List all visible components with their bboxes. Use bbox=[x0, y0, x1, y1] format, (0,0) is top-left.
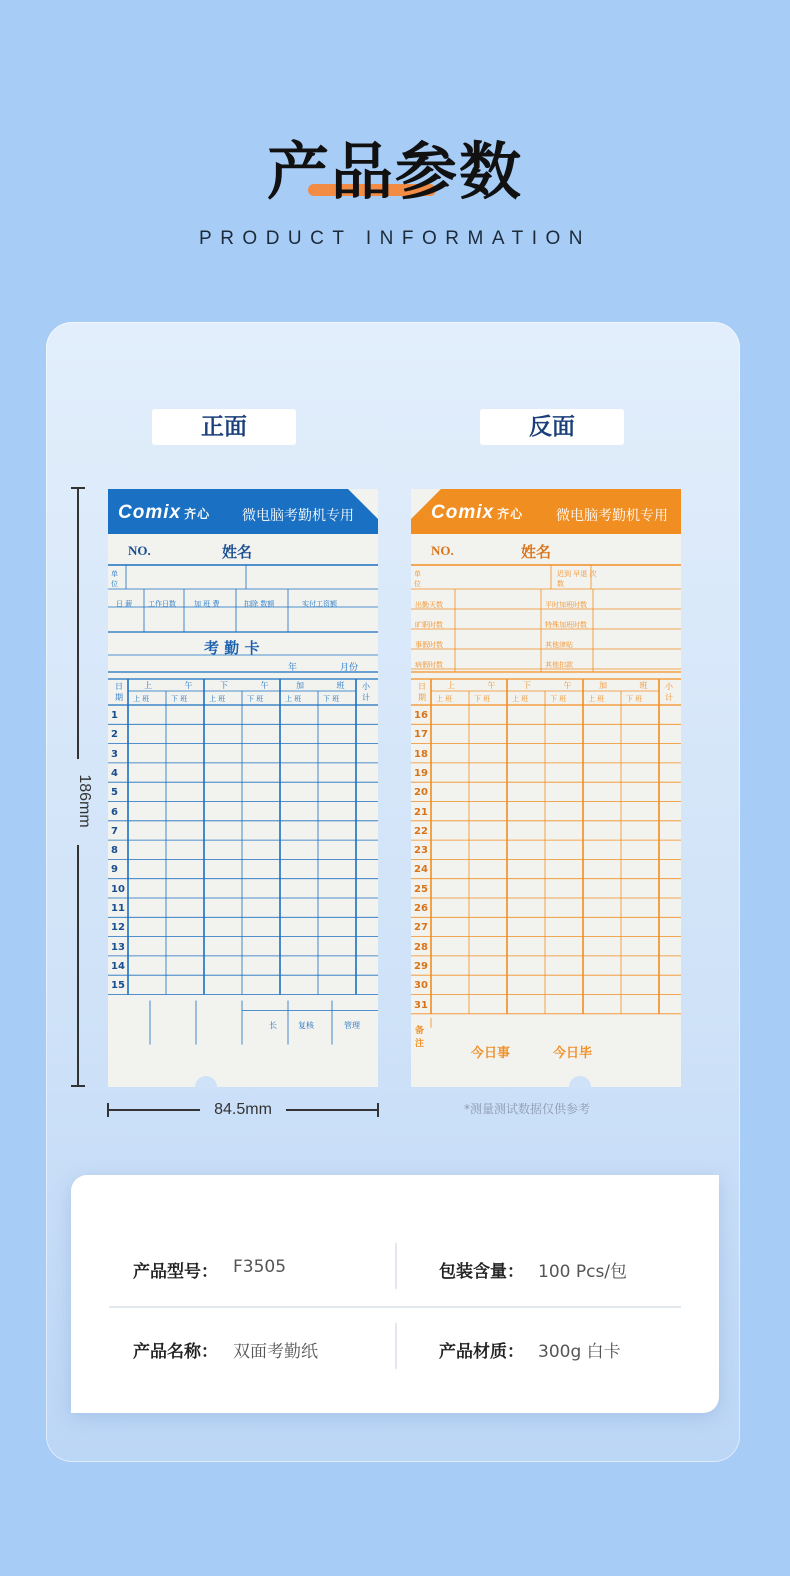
day-number: 5 bbox=[111, 787, 118, 799]
back-sub-in: 上 班 bbox=[512, 695, 529, 703]
day-number: 24 bbox=[414, 864, 428, 876]
day-number: 6 bbox=[111, 806, 118, 818]
day-number: 16 bbox=[414, 710, 428, 721]
front-col-morning: 上 午 bbox=[144, 681, 193, 690]
day-number: 2 bbox=[111, 729, 118, 741]
front-sub-in: 上 班 bbox=[209, 695, 226, 703]
back-left-row: 事假时数 bbox=[415, 641, 443, 649]
back-header-text: 微电脑考勤机专用 bbox=[556, 508, 668, 524]
day-number: 28 bbox=[414, 941, 428, 953]
back-col-day: 日期 bbox=[418, 682, 426, 702]
back-col-overtime: 加 班 bbox=[599, 681, 648, 690]
back-remark-label: 备注 bbox=[415, 1026, 425, 1049]
spec-key: 产品材质： bbox=[439, 1342, 524, 1362]
day-number: 4 bbox=[111, 767, 118, 779]
spec-table bbox=[71, 1175, 719, 1413]
front-row-label: 扣除 数额 bbox=[244, 600, 275, 608]
front-card bbox=[108, 489, 378, 1087]
measurement-note: *测量测试数据仅供参考 bbox=[464, 1102, 591, 1116]
back-right-row: 其他扣款 bbox=[545, 661, 573, 669]
back-left-row: 病假时数 bbox=[415, 661, 443, 669]
page-subtitle: PRODUCT INFORMATION bbox=[199, 228, 591, 249]
width-dimension-tick bbox=[377, 1103, 379, 1117]
day-number: 3 bbox=[111, 748, 118, 760]
front-dept-label: 单位 bbox=[111, 570, 118, 588]
day-number: 17 bbox=[414, 729, 428, 741]
back-times-label: 迟到 早退 次数 bbox=[557, 570, 597, 588]
back-sub-out: 下 班 bbox=[474, 695, 491, 703]
day-number: 9 bbox=[111, 864, 118, 876]
day-number: 10 bbox=[111, 883, 125, 895]
spec-value: F3505 bbox=[233, 1257, 287, 1277]
front-notch bbox=[195, 1076, 217, 1088]
day-number: 22 bbox=[414, 825, 428, 837]
day-number: 31 bbox=[414, 999, 428, 1011]
day-number: 27 bbox=[414, 922, 428, 934]
page-title: 产品参数 bbox=[266, 135, 523, 208]
day-number: 13 bbox=[111, 941, 125, 953]
back-col-subtotal: 小计 bbox=[665, 682, 673, 702]
back-name-label: 姓名 bbox=[521, 543, 552, 561]
width-dimension-line bbox=[286, 1109, 378, 1111]
front-row-label: 加 班 费 bbox=[194, 600, 220, 608]
front-col-day: 日期 bbox=[115, 682, 123, 702]
day-number: 19 bbox=[414, 767, 428, 779]
day-number: 8 bbox=[111, 845, 118, 857]
front-row-label: 工作日数 bbox=[148, 600, 176, 608]
day-number: 23 bbox=[414, 845, 428, 857]
day-number: 14 bbox=[111, 960, 125, 972]
front-footer-label: 管理 bbox=[344, 1021, 360, 1030]
front-header-text: 微电脑考勤机专用 bbox=[242, 508, 354, 524]
back-dept-label: 单位 bbox=[414, 570, 421, 588]
front-year-label: 年 bbox=[288, 663, 298, 673]
height-dimension-tick bbox=[71, 1085, 85, 1087]
spec-divider bbox=[395, 1243, 397, 1289]
back-sub-in: 上 班 bbox=[588, 695, 605, 703]
front-logo: Comix 齐心 bbox=[118, 502, 211, 523]
spec-key: 包装含量： bbox=[439, 1262, 524, 1282]
back-tag: 反面 bbox=[480, 409, 624, 445]
spec-divider bbox=[109, 1306, 681, 1308]
front-sub-out: 下 班 bbox=[247, 695, 264, 703]
back-no-label: NO. bbox=[431, 543, 454, 558]
day-number: 30 bbox=[414, 980, 428, 992]
day-number: 11 bbox=[111, 903, 125, 914]
day-number: 7 bbox=[111, 825, 118, 837]
height-dimension-line bbox=[77, 845, 79, 1087]
back-today-label: 今日事 bbox=[471, 1046, 511, 1061]
front-footer-label: 长 bbox=[269, 1021, 277, 1030]
back-right-row: 平时加班时数 bbox=[545, 601, 587, 609]
back-card bbox=[411, 489, 681, 1087]
height-dimension-tick bbox=[71, 487, 85, 489]
width-dimension-line bbox=[108, 1109, 200, 1111]
back-left-row: 旷职时数 bbox=[415, 621, 443, 629]
front-sub-out: 下 班 bbox=[171, 695, 188, 703]
front-name-label: 姓名 bbox=[222, 543, 253, 561]
front-row-label: 日 薪 bbox=[116, 600, 133, 608]
back-sub-out: 下 班 bbox=[550, 695, 567, 703]
width-dimension-label: 84.5mm bbox=[214, 1101, 272, 1118]
day-number: 29 bbox=[414, 960, 428, 972]
back-sub-out: 下 班 bbox=[626, 695, 643, 703]
front-row-label: 实付工资额 bbox=[302, 600, 337, 608]
day-number: 21 bbox=[414, 806, 428, 818]
back-notch bbox=[569, 1076, 591, 1088]
width-dimension-tick bbox=[107, 1103, 109, 1117]
back-sub-in: 上 班 bbox=[436, 695, 453, 703]
back-card-grid bbox=[411, 489, 681, 1087]
spec-divider bbox=[395, 1323, 397, 1369]
back-col-morning: 上 午 bbox=[447, 681, 496, 690]
back-logo: Comix 齐心 bbox=[431, 502, 524, 523]
front-card-title: 考 勤 卡 bbox=[204, 639, 260, 657]
spec-value: 300g 白卡 bbox=[538, 1342, 621, 1362]
front-col-afternoon: 下 午 bbox=[220, 681, 269, 690]
spec-key: 产品名称： bbox=[133, 1342, 218, 1362]
front-sub-in: 上 班 bbox=[133, 695, 150, 703]
front-sub-out: 下 班 bbox=[323, 695, 340, 703]
front-sub-in: 上 班 bbox=[285, 695, 302, 703]
front-col-subtotal: 小计 bbox=[362, 682, 370, 702]
day-number: 18 bbox=[414, 748, 428, 760]
front-footer-label: 复核 bbox=[298, 1021, 314, 1030]
spec-value: 100 Pcs/包 bbox=[538, 1262, 628, 1282]
height-dimension-label: 186mm bbox=[76, 774, 93, 828]
front-no-label: NO. bbox=[128, 543, 151, 558]
front-card-grid bbox=[108, 489, 378, 1087]
front-col-overtime: 加 班 bbox=[296, 681, 345, 690]
day-number: 12 bbox=[111, 922, 125, 934]
back-right-row: 特殊加班时数 bbox=[545, 621, 587, 629]
day-number: 15 bbox=[111, 980, 125, 992]
back-col-afternoon: 下 午 bbox=[523, 681, 572, 690]
day-number: 26 bbox=[414, 903, 428, 914]
day-number: 1 bbox=[111, 710, 118, 721]
back-today-done: 今日毕 bbox=[553, 1046, 593, 1061]
day-number: 25 bbox=[414, 883, 428, 895]
spec-key: 产品型号： bbox=[133, 1262, 218, 1282]
day-number: 20 bbox=[414, 787, 428, 799]
back-right-row: 其他津贴 bbox=[545, 641, 573, 649]
spec-value: 双面考勤纸 bbox=[233, 1342, 318, 1362]
height-dimension-line bbox=[77, 487, 79, 759]
front-month-label: 月份 bbox=[340, 663, 359, 673]
front-tag: 正面 bbox=[152, 409, 296, 445]
back-left-row: 出勤天数 bbox=[415, 601, 443, 609]
